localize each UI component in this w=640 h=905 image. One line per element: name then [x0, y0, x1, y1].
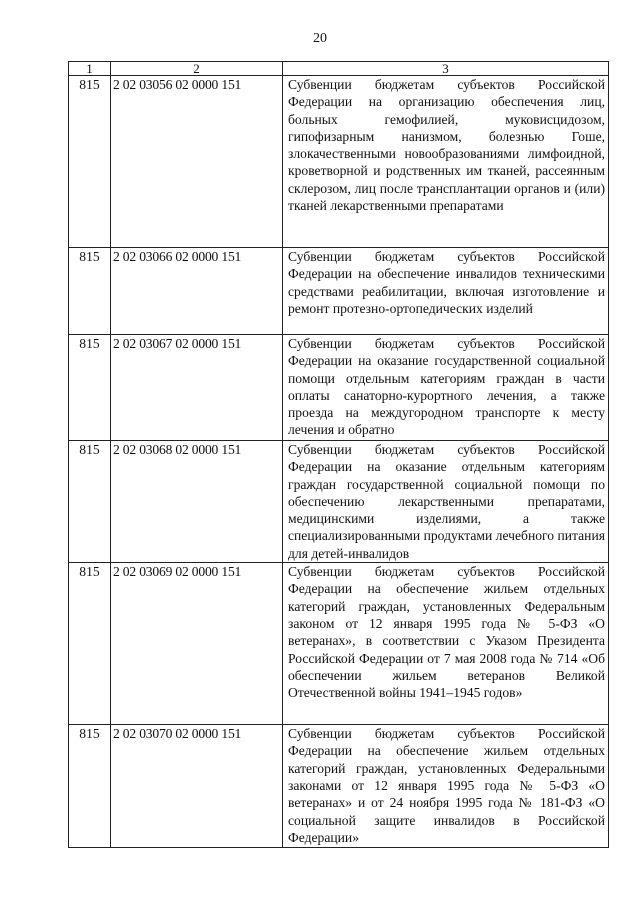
table-row: [69, 76, 609, 248]
budget-classification-table: [68, 61, 609, 848]
admin-code-cell: 815: [69, 248, 111, 335]
revenue-code-cell: 2 02 03068 02 0000 151: [111, 441, 283, 563]
page-number: 20: [313, 31, 327, 46]
column-header: 3: [283, 62, 609, 76]
admin-code-cell: 815: [69, 725, 111, 848]
table-header-row: [69, 62, 609, 76]
description-cell: Субвенции бюджетам субъектов Российской Федерации на обеспечение жильем отдельных категорий граждан, установленных Федеральными законами от 12 января 1995 года № 5-ФЗ «О ветеранах» и от 24 ноября 1995 года № 181-ФЗ «О социальной защите инвалидов в Российской Федерации»: [283, 725, 609, 848]
admin-code-cell: 815: [69, 441, 111, 563]
table-row: [69, 248, 609, 335]
admin-code-cell: 815: [69, 76, 111, 248]
column-header: 1: [69, 62, 111, 76]
revenue-code-cell: 2 02 03066 02 0000 151: [111, 248, 283, 335]
description-cell: Субвенции бюджетам субъектов Российской Федерации на обеспечение жильем отдельных категорий граждан, установленных Федеральным законом от 12 января 1995 года № 5-ФЗ «О ветеранах», в соответствии с Указом Президента Российской Федерации от 7 мая 2008 года № 714 «Об обеспечении жильем ветеранов Великой Отечественной войны 1941–1945 годов»: [283, 563, 609, 725]
column-header: 2: [111, 62, 283, 76]
revenue-code-cell: 2 02 03056 02 0000 151: [111, 76, 283, 248]
revenue-code-cell: 2 02 03069 02 0000 151: [111, 563, 283, 725]
admin-code-cell: 815: [69, 563, 111, 725]
description-cell: Субвенции бюджетам субъектов Российской Федерации на оказание отдельным категориям граждан государственной социальной помощи по обеспечению лекарственными препаратами, медицинскими изделиями, а также специализированными продуктами лечебного питания для детей-инвалидов: [283, 441, 609, 563]
table-row: [69, 725, 609, 848]
description-cell: Субвенции бюджетам субъектов Российской Федерации на оказание государственной социальной помощи отдельным категориям граждан в части оплаты санаторно-курортного лечения, а также проезда на междугородном транспорте к месту лечения и обратно: [283, 335, 609, 441]
revenue-code-cell: 2 02 03070 02 0000 151: [111, 725, 283, 848]
description-cell: Субвенции бюджетам субъектов Российской Федерации на обеспечение инвалидов техническими средствами реабилитации, включая изготовление и ремонт протезно-ортопедических изделий: [283, 248, 609, 335]
table-row: [69, 563, 609, 725]
table-row: [69, 335, 609, 441]
description-cell: Субвенции бюджетам субъектов Российской Федерации на организацию обеспечения лиц, больных гемофилией, муковисцидозом, гипофизарным нанизмом, болезнью Гоше, злокачественными новообразованиями лимфоидной, кроветворной и родственных им тканей, рассеянным склерозом, лиц после трансплантации органов и (или) тканей лекарственными препаратами: [283, 76, 609, 248]
revenue-code-cell: 2 02 03067 02 0000 151: [111, 335, 283, 441]
table-row: [69, 441, 609, 563]
admin-code-cell: 815: [69, 335, 111, 441]
